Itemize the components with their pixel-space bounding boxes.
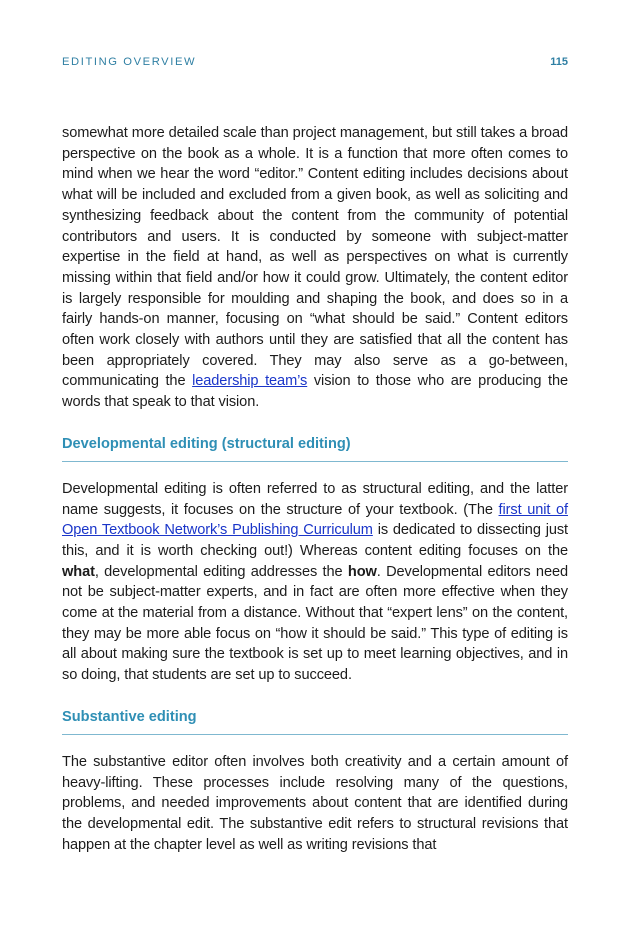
developmental-editing-paragraph	[62, 479, 568, 686]
emphasis-how: how	[347, 563, 377, 580]
publishing-curriculum-link[interactable]: first unit of Open Textbook Network’s Publishing Curriculum	[62, 501, 568, 539]
content-editing-paragraph	[62, 123, 568, 413]
leadership-team-link[interactable]: leadership team’s	[192, 373, 308, 390]
paragraph-text: Developmental editing is often referred to as structural editing, and the latter name suggests, it focuses on the structure of your textbook. (The	[62, 480, 568, 518]
page-number: 115	[550, 56, 568, 68]
developmental-editing-heading: Developmental editing (structural editing)	[62, 434, 568, 462]
substantive-editing-paragraph: The substantive editor often involves both creativity and a certain amount of heavy-lifting. These processes include resolving many of the questions, problems, and needed improvements about content that are identified during the developmental edit. The substantive edit refers to structural revisions that happen at the chapter level as well as writing revisions that	[62, 753, 568, 853]
paragraph-text: vision to those who are producing the words that speak to that vision.	[62, 373, 569, 411]
emphasis-what: what	[62, 563, 95, 580]
paragraph-text: , developmental editing addresses the	[94, 563, 348, 580]
paragraph-text: . Developmental editors need not be subject-matter experts, and in fact are often more effective when they come at the material from a distance. Without that “expert lens” on the content, they may be more able focus on “how it should be said.” This type of editing is all about making sure the textbook is set up to meet learning objectives, and in so doing, that students are set up to succeed.	[62, 563, 568, 684]
paragraph-text: is dedicated to dissecting just this, and it is worth checking out!) Whereas content editing focuses on the	[62, 522, 569, 559]
running-title: EDITING OVERVIEW	[62, 56, 197, 68]
paragraph-text: somewhat more detailed scale than project management, but still takes a broad perspective on the book as a whole. It is a function that more often comes to mind when we hear the word “editor.” Content editing includes decisions about what will be included and excluded from a given book, as well as soliciting and synthesizing feedback about the content from the community of potential contributors and users. It is conducted by someone with subject-matter expertise in the field at hand, as well as perspectives on what is currently missing within that field and/or how it could grow. Ultimately, the content editor is largely responsible for moulding and shaping the book, and does so in a fairly hands-on manner, focusing on “what should be said.” Content editors often work closely with authors until they are satisfied that all the content has been appropriately covered. They may also serve as a go-between, communicating the	[62, 125, 568, 390]
substantive-editing-heading: Substantive editing	[62, 707, 568, 735]
main-content	[62, 123, 568, 855]
running-head	[62, 56, 568, 70]
